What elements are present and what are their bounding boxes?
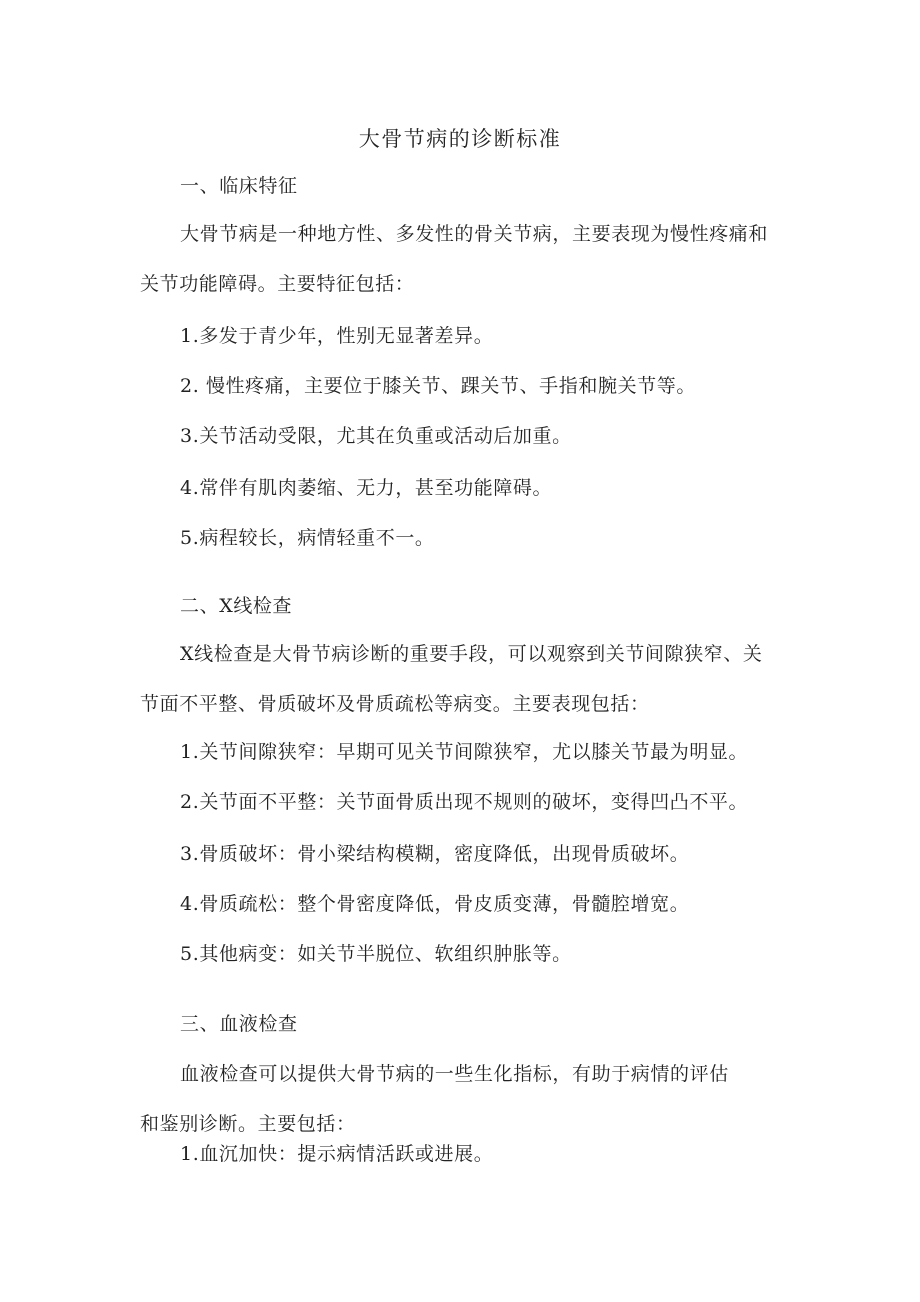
section-heading-xray: 二、X线检查 [180, 595, 293, 617]
paragraph-line: X线检查是大骨节病诊断的重要手段，可以观察到关节间隙狭窄、关 [180, 643, 763, 665]
list-item: 3.骨质破坏：骨小梁结构模糊，密度降低，出现骨质破坏。 [180, 843, 690, 865]
list-item: 5.其他病变：如关节半脱位、软组织肿胀等。 [180, 943, 572, 965]
document-title: 大骨节病的诊断标准 [358, 127, 562, 151]
section-heading-blood: 三、血液检查 [180, 1013, 298, 1035]
paragraph-line: 关节功能障碍。主要特征包括： [140, 273, 415, 295]
list-item: 3.关节活动受限，尤其在负重或活动后加重。 [180, 425, 572, 447]
list-item: 5.病程较长，病情轻重不一。 [180, 527, 435, 549]
list-item: 4.常伴有肌肉萎缩、无力，甚至功能障碍。 [180, 477, 553, 499]
section-heading-clinical: 一、临床特征 [180, 175, 298, 197]
paragraph-line: 大骨节病是一种地方性、多发性的骨关节病，主要表现为慢性疼痛和 [180, 223, 769, 245]
list-item: 1.关节间隙狭窄：早期可见关节间隙狭窄，尤以膝关节最为明显。 [180, 741, 749, 763]
paragraph-line: 血液检查可以提供大骨节病的一些生化指标，有助于病情的评估 [180, 1063, 729, 1085]
list-item: 1.多发于青少年，性别无显著差异。 [180, 325, 494, 347]
list-item: 1.血沉加快：提示病情活跃或进展。 [180, 1143, 494, 1165]
list-item: 4.骨质疏松：整个骨密度降低，骨皮质变薄，骨髓腔增宽。 [180, 893, 690, 915]
paragraph-line: 节面不平整、骨质破坏及骨质疏松等病变。主要表现包括： [140, 693, 650, 715]
list-item: 2.关节面不平整：关节面骨质出现不规则的破坏，变得凹凸不平。 [180, 791, 749, 813]
paragraph-line: 和鉴别诊断。主要包括： [140, 1113, 356, 1135]
list-item: 2. 慢性疼痛，主要位于膝关节、踝关节、手指和腕关节等。 [180, 375, 696, 397]
